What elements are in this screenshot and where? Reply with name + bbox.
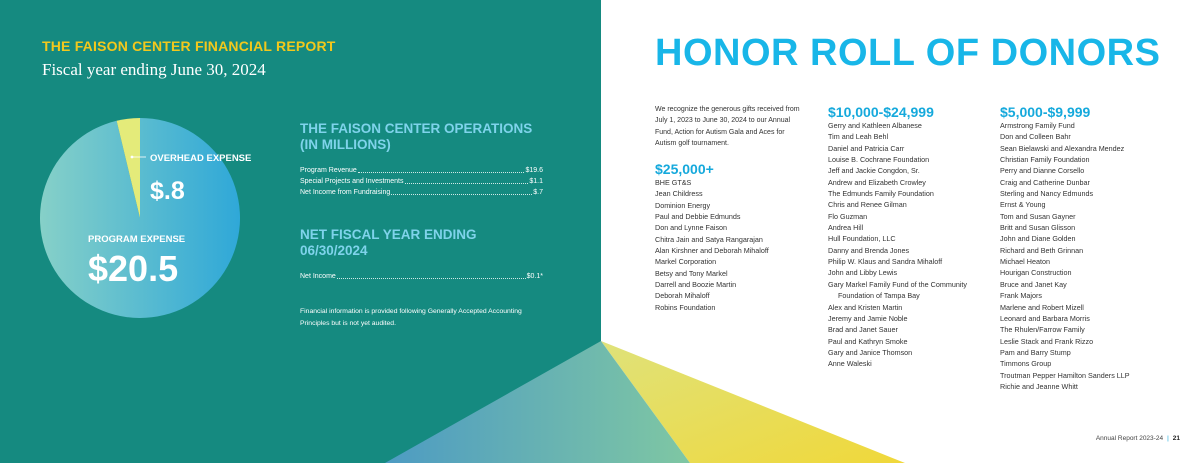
donor-name: Britt and Susan Glisson <box>1000 223 1076 233</box>
intro-text: We recognize the generous gifts received from July 1, 2023 to June 30, 2024 to our Annual Fund, Action for Autism Gala and Aces for Autism golf tournament. <box>655 106 800 147</box>
donor-name: Dominion Energy <box>655 200 711 210</box>
donor-name: Marlene and Robert Mizell <box>1000 302 1084 312</box>
operations-row <box>300 166 543 175</box>
donor-name: Gary Markel Family Fund of the Community <box>828 279 967 289</box>
net-fiscal-heading: NET FISCAL YEAR ENDING 06/30/2024 <box>300 227 477 258</box>
net-income-row <box>300 272 543 281</box>
operations-row <box>300 188 543 197</box>
donor-name: Don and Colleen Bahr <box>1000 132 1071 142</box>
donor-name: Deborah Mihaloff <box>655 291 710 301</box>
donor-name: Jeff and Jackie Congdon, Sr. <box>828 166 920 176</box>
donor-name: Philip W. Klaus and Sandra Mihaloff <box>828 257 943 267</box>
donor-name: Frank Majors <box>1000 291 1042 301</box>
donor-name: Hull Foundation, LLC <box>828 234 896 244</box>
donor-name: Flo Guzman <box>828 211 868 221</box>
donor-name: Tim and Leah Behl <box>828 132 889 142</box>
overhead-expense-value: $.8 <box>150 177 185 205</box>
donor-list-10000 <box>828 120 967 370</box>
donor-name: Timmons Group <box>1000 359 1052 369</box>
operations-row <box>300 177 543 186</box>
donor-name: Sean Bielawski and Alexandra Mendez <box>1000 143 1125 153</box>
row-label: Special Projects and Investments <box>300 178 404 185</box>
donor-name: Sterling and Nancy Edmunds <box>1000 189 1094 199</box>
donor-name: Craig and Catherine Dunbar <box>1000 177 1090 187</box>
donor-name: Foundation of Tampa Bay <box>838 291 920 301</box>
page-number: 21 <box>1172 435 1180 442</box>
row-label: Net Income <box>300 273 336 280</box>
program-expense-value: $20.5 <box>88 248 179 289</box>
donor-name: Gary and Janice Thomson <box>828 347 913 357</box>
donor-name: Leonard and Barbara Morris <box>1000 313 1090 323</box>
donor-name: Ernst & Young <box>1000 200 1046 210</box>
row-value: $0.1* <box>526 273 543 280</box>
donor-name: Hourigan Construction <box>1000 268 1072 278</box>
donor-name: Robins Foundation <box>655 302 716 312</box>
report-title: THE FAISON CENTER FINANCIAL REPORT <box>42 38 336 54</box>
operations-heading: THE FAISON CENTER OPERATIONS (IN MILLIONS) <box>300 121 533 152</box>
tier-heading-25000: $25,000+ <box>655 161 714 177</box>
donor-name: Paul and Debbie Edmunds <box>655 212 741 222</box>
donor-name: Troutman Pepper Hamilton Sanders LLP <box>1000 370 1130 380</box>
row-value: $1.1 <box>529 178 543 185</box>
donor-name: Christian Family Foundation <box>1000 155 1090 165</box>
donor-name: Gerry and Kathleen Albanese <box>828 121 922 130</box>
donor-name: Daniel and Patricia Carr <box>828 143 905 153</box>
donor-name: Danny and Brenda Jones <box>828 245 910 255</box>
donor-name: Chitra Jain and Satya Rangarajan <box>655 234 763 244</box>
donor-name: Leslie Stack and Frank Rizzo <box>1000 336 1094 346</box>
tier-heading-5000: $5,000-$9,999 <box>1000 104 1091 120</box>
donor-name: Bruce and Janet Kay <box>1000 279 1067 289</box>
donor-name: Pam and Barry Stump <box>1000 347 1071 357</box>
donor-name: Darrell and Boozie Martin <box>655 280 737 290</box>
program-expense-label: PROGRAM EXPENSE <box>88 234 186 245</box>
donor-name: Paul and Kathryn Smoke <box>828 336 908 346</box>
overhead-pointer-dot <box>131 156 134 159</box>
donor-name: Andrea Hill <box>828 223 864 233</box>
donor-name: Richard and Beth Grinnan <box>1000 245 1084 255</box>
donor-name: Armstrong Family Fund <box>1000 121 1075 130</box>
donor-name: BHE GT&S <box>655 178 692 187</box>
donor-name: Michael Heaton <box>1000 257 1050 267</box>
donor-name: Markel Corporation <box>655 257 717 267</box>
row-label: Net Income from Fundraising <box>300 189 391 196</box>
audit-footnote: Financial information is provided following Generally Accepted Accounting Principles but is not yet audited. <box>300 308 522 327</box>
donor-name: Jeremy and Jamie Noble <box>828 313 908 323</box>
report-subtitle: Fiscal year ending June 30, 2024 <box>42 60 266 79</box>
donor-list-25000 <box>655 177 769 313</box>
row-value: $.7 <box>533 189 543 196</box>
donor-name: Betsy and Tony Markel <box>655 268 728 278</box>
donor-name: Brad and Janet Sauer <box>828 325 898 335</box>
donor-name: Jean Childress <box>655 189 703 199</box>
row-value: $19.6 <box>525 167 543 174</box>
donor-name: The Rhulen/Farrow Family <box>1000 325 1085 335</box>
donor-name: Louise B. Cochrane Foundation <box>828 155 930 165</box>
donor-name: Alex and Kristen Martin <box>828 302 903 312</box>
donor-name: Richie and Jeanne Whitt <box>1000 381 1078 391</box>
donor-name: Anne Waleski <box>828 359 872 369</box>
donor-name: Perry and Dianne Corsello <box>1000 166 1085 176</box>
row-label: Program Revenue <box>300 167 357 174</box>
donor-name: Don and Lynne Faison <box>655 223 728 233</box>
honor-roll-title: HONOR ROLL OF DONORS <box>655 32 1161 74</box>
overhead-expense-label: OVERHEAD EXPENSE <box>150 153 252 164</box>
donor-name: John and Diane Golden <box>1000 234 1076 244</box>
donor-name: Andrew and Elizabeth Crowley <box>828 177 926 187</box>
donor-name: Tom and Susan Gayner <box>1000 211 1076 221</box>
donor-name: Chris and Renee Gilman <box>828 200 907 210</box>
donor-name: The Edmunds Family Foundation <box>828 189 934 199</box>
donor-name: John and Libby Lewis <box>828 268 898 278</box>
tier-heading-10000: $10,000-$24,999 <box>828 104 934 120</box>
footer-report-name: Annual Report 2023-24 <box>1095 435 1164 442</box>
donor-list-5000 <box>1000 120 1130 392</box>
page-footer: Annual Report 2023-24 | 21 <box>1095 435 1180 442</box>
donor-name: Alan Kirshner and Deborah Mihaloff <box>655 246 769 256</box>
